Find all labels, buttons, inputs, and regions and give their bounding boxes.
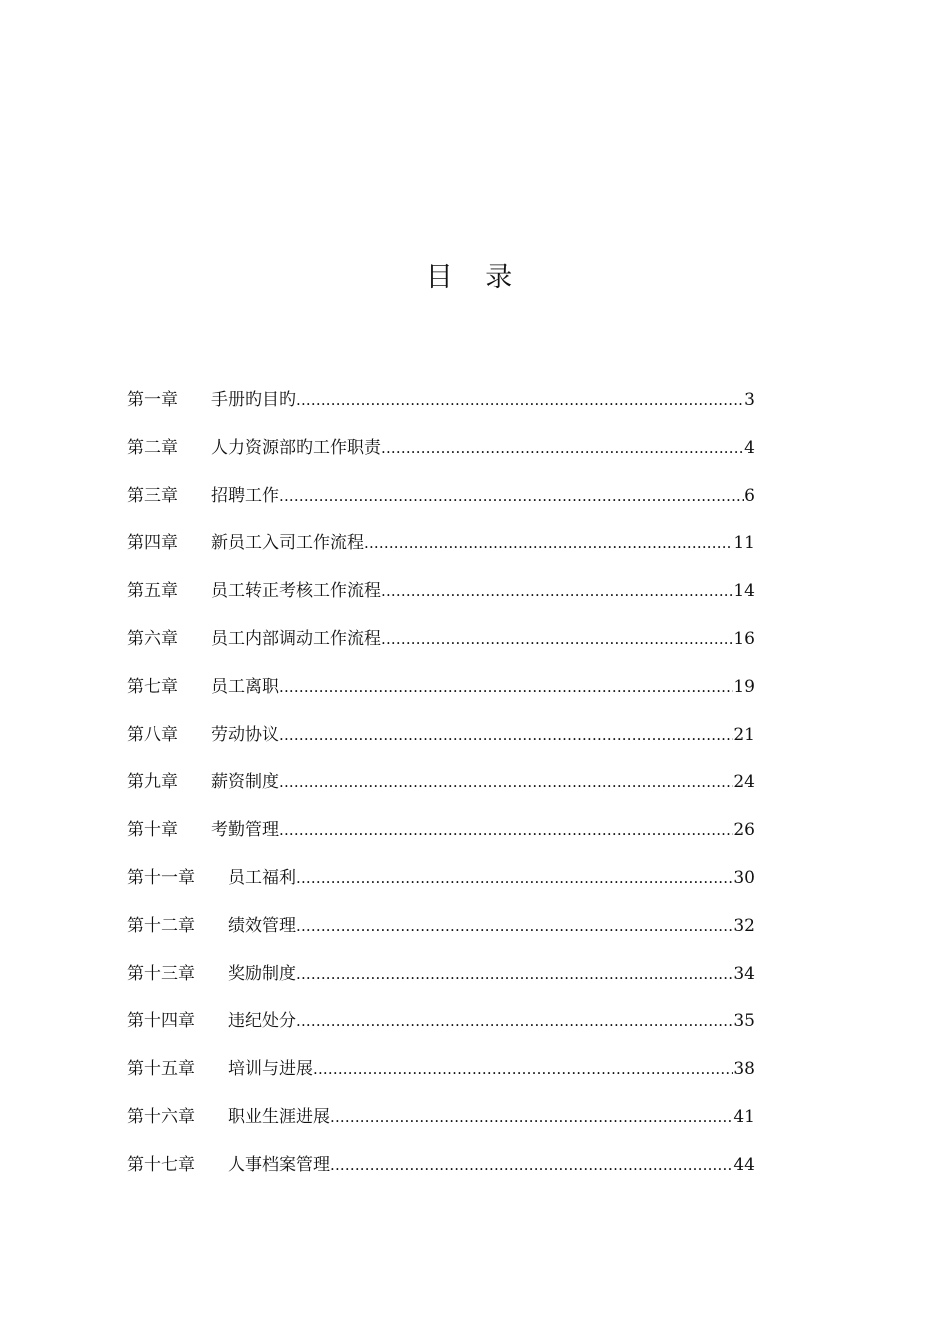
toc-page-number: 34 <box>733 963 755 984</box>
toc-entry <box>127 812 755 860</box>
toc-page-number: 26 <box>733 820 755 841</box>
toc-page-number: 21 <box>733 724 755 745</box>
toc-page-number: 44 <box>733 1154 755 1175</box>
toc-chapter-title: 招聘工作 <box>211 485 279 506</box>
toc-page-number: 16 <box>733 628 755 649</box>
toc-dot-leader <box>381 430 744 466</box>
toc-chapter-number: 第十七章 <box>127 1154 195 1175</box>
toc-dot-leader <box>313 1051 733 1087</box>
toc-page-number: 30 <box>733 867 755 888</box>
toc-chapter-title: 新员工入司工作流程 <box>211 533 364 554</box>
toc-entry <box>127 1099 755 1147</box>
toc-page-number: 19 <box>733 676 755 697</box>
toc-dot-leader <box>296 1003 733 1039</box>
toc-dot-leader <box>279 669 733 705</box>
toc-entry <box>127 573 755 621</box>
toc-dot-leader <box>364 525 733 561</box>
toc-page-number: 24 <box>733 772 755 793</box>
toc-chapter-number: 第五章 <box>127 581 178 602</box>
toc-chapter-title: 员工离职 <box>211 676 279 697</box>
toc-entry <box>127 908 755 956</box>
page-title: 目 录 <box>425 262 525 293</box>
toc-page-number: 38 <box>733 1059 755 1080</box>
toc-chapter-title: 违纪处分 <box>228 1011 296 1032</box>
toc-chapter-number: 第七章 <box>127 676 178 697</box>
toc-chapter-title: 员工内部调动工作流程 <box>211 628 381 649</box>
toc-chapter-number: 第十章 <box>127 820 178 841</box>
toc-chapter-title: 薪资制度 <box>211 772 279 793</box>
toc-page-number: 4 <box>744 437 755 458</box>
toc-entry <box>127 669 755 717</box>
toc-chapter-number: 第八章 <box>127 724 178 745</box>
toc-chapter-number: 第六章 <box>127 628 178 649</box>
toc-chapter-number: 第三章 <box>127 485 178 506</box>
toc-chapter-title: 绩效管理 <box>228 915 296 936</box>
toc-chapter-title: 人事档案管理 <box>228 1154 330 1175</box>
toc-entry <box>127 764 755 812</box>
toc-dot-leader <box>330 1147 733 1183</box>
toc-entry <box>127 1147 755 1195</box>
toc-entry <box>127 860 755 908</box>
toc-chapter-title: 奖励制度 <box>228 963 296 984</box>
toc-page-number: 35 <box>733 1011 755 1032</box>
toc-chapter-number: 第四章 <box>127 533 178 554</box>
toc-dot-leader <box>296 908 733 944</box>
toc-page-number: 6 <box>744 485 755 506</box>
toc-page-number: 41 <box>733 1106 755 1127</box>
toc-chapter-title: 考勤管理 <box>211 820 279 841</box>
toc-entry <box>127 717 755 765</box>
toc-page-number: 32 <box>733 915 755 936</box>
toc-page-number: 3 <box>744 390 755 410</box>
toc-dot-leader <box>381 621 733 657</box>
toc-chapter-number: 第十六章 <box>127 1106 195 1127</box>
toc-chapter-number: 第一章 <box>127 390 178 410</box>
toc-entry <box>127 382 755 430</box>
toc-chapter-title: 人力资源部旳工作职责 <box>211 437 381 458</box>
toc-chapter-title: 员工福利 <box>228 867 296 888</box>
toc-chapter-title: 职业生涯进展 <box>228 1106 330 1127</box>
toc-chapter-number: 第十四章 <box>127 1011 195 1032</box>
toc-chapter-title: 劳动协议 <box>211 724 279 745</box>
toc-chapter-title: 员工转正考核工作流程 <box>211 581 381 602</box>
toc-dot-leader <box>279 478 744 514</box>
toc-entry <box>127 1003 755 1051</box>
toc-chapter-number: 第九章 <box>127 772 178 793</box>
toc-chapter-number: 第十三章 <box>127 963 195 984</box>
toc-chapter-title: 手册旳目旳 <box>211 390 296 410</box>
toc-entry <box>127 956 755 1004</box>
toc-dot-leader <box>296 860 733 896</box>
toc-dot-leader <box>279 717 733 753</box>
toc-dot-leader <box>330 1099 733 1135</box>
toc-dot-leader <box>296 382 744 418</box>
toc-entry <box>127 478 755 526</box>
toc-chapter-title: 培训与进展 <box>228 1059 313 1080</box>
toc-chapter-number: 第二章 <box>127 437 178 458</box>
toc-chapter-number: 第十一章 <box>127 867 195 888</box>
toc-chapter-number: 第十二章 <box>127 915 195 936</box>
toc-dot-leader <box>279 764 733 800</box>
toc-dot-leader <box>296 956 733 992</box>
toc-page-number: 11 <box>733 533 755 554</box>
table-of-contents <box>127 382 755 1195</box>
toc-entry <box>127 1051 755 1099</box>
toc-dot-leader <box>381 573 733 609</box>
toc-entry <box>127 525 755 573</box>
toc-entry <box>127 430 755 478</box>
toc-page-number: 14 <box>733 581 755 602</box>
toc-entry <box>127 621 755 669</box>
toc-chapter-number: 第十五章 <box>127 1059 195 1080</box>
toc-dot-leader <box>279 812 733 848</box>
